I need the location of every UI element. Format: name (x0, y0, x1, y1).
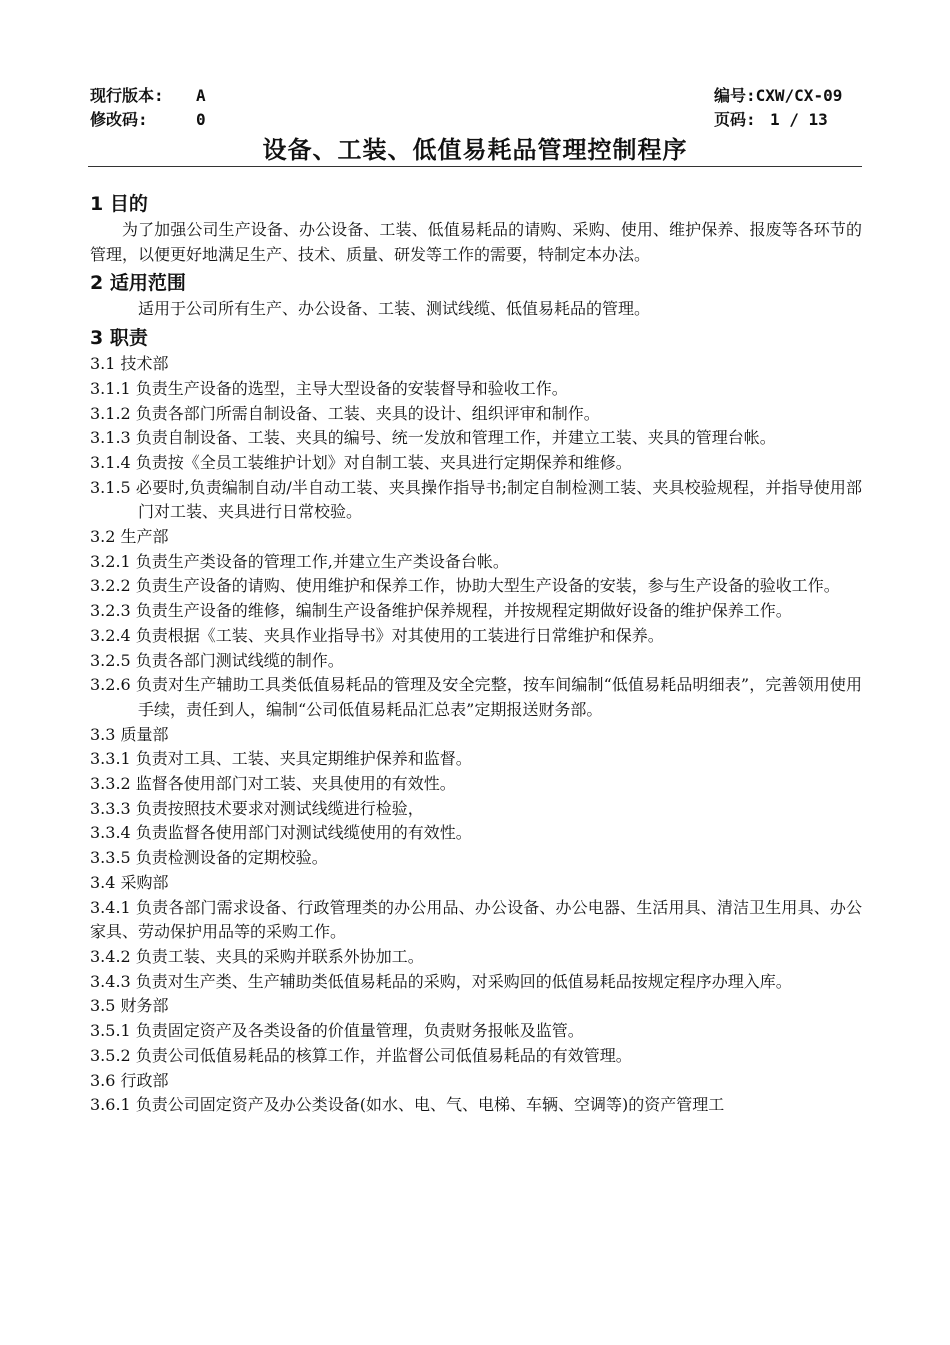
duty-item: 3.3.3 负责按照技术要求对测试线缆进行检验， (90, 798, 424, 818)
duty-item: 3.4 采购部 (90, 872, 169, 892)
duty-item: 3.3.1 负责对工具、工装、夹具定期维护保养和监督。 (90, 749, 472, 769)
duty-item: 3.1.4 负责按《全员工装维护计划》对自制工装、夹具进行定期保养和维修。 (90, 452, 632, 472)
duty-item: 3.2.6 负责对生产辅助工具类低值易耗品的管理及安全完整，按车间编制“低值易耗品明细表”，完善领用使用手续，责任到人，编制“公司低值易耗品汇总表”定期报送财务部。 (90, 675, 862, 719)
duty-item: 3.2 生产部 (90, 527, 169, 547)
version-row (90, 86, 206, 106)
document-body (90, 190, 862, 1118)
version-value: A (196, 86, 206, 105)
duty-item: 3.4.3 负责对生产类、生产辅助类低值易耗品的采购，对采购回的低值易耗品按规定程序办理入库。 (90, 971, 792, 991)
duty-item: 3.1.3 负责自制设备、工装、夹具的编号、统一发放和管理工作，并建立工装、夹具的管理台帐。 (90, 428, 776, 448)
purpose-paragraph: 为了加强公司生产设备、办公设备、工装、低值易耗品的请购、采购、使用、维护保养、报废等各环节的管理，以便更好地满足生产、技术、质量、研发等工作的需要，特制定本办法。 (90, 220, 862, 264)
revision-value: 0 (196, 110, 206, 129)
section-heading-scope: 2 适用范围 (90, 272, 186, 295)
page-number-value: 1 / 13 (770, 110, 828, 129)
revision-row (90, 110, 206, 130)
duty-item: 3.6.1 负责公司固定资产及办公类设备(如水、电、气、电梯、车辆、空调等)的资产管理工 (90, 1095, 725, 1115)
duty-item: 3.2.3 负责生产设备的维修，编制生产设备维护保养规程，并按规程定期做好设备的维护保养工作。 (90, 601, 792, 621)
revision-label: 修改码: (90, 110, 148, 129)
duty-item: 3.4.2 负责工装、夹具的采购并联系外协加工。 (90, 946, 424, 966)
duty-item: 3.1.5 必要时,负责编制自动/半自动工装、夹具操作指导书;制定自制检测工装、夹具校验规程，并指导使用部门对工装、夹具进行日常校验。 (90, 477, 862, 522)
duty-item: 3.1.1 负责生产设备的选型，主导大型设备的安装督导和验收工作。 (90, 378, 568, 398)
duty-item: 3.3.2 监督各使用部门对工装、夹具使用的有效性。 (90, 774, 456, 794)
version-label: 现行版本: (90, 86, 164, 105)
duty-item: 3.1 技术部 (90, 354, 169, 374)
duty-item: 3.3.5 负责检测设备的定期校验。 (90, 848, 328, 868)
duty-item: 3.4.1 负责各部门需求设备、行政管理类的办公用品、办公设备、办公电器、生活用具、清洁卫生用具、办公家具、劳动保护用品等的采购工作。 (90, 897, 862, 942)
duty-item: 3.5.1 负责固定资产及各类设备的价值量管理，负责财务报帐及监管。 (90, 1021, 584, 1041)
duty-item: 3.2.1 负责生产类设备的管理工作,并建立生产类设备台帐。 (90, 551, 509, 571)
duty-item: 3.2.2 负责生产设备的请购、使用维护和保养工作，协助大型生产设备的安装，参与生产设备的验收工作。 (90, 576, 840, 596)
duty-item: 3.6 行政部 (90, 1070, 169, 1090)
duty-item: 3.3 质量部 (90, 724, 169, 744)
duty-item: 3.5.2 负责公司低值易耗品的核算工作，并监督公司低值易耗品的有效管理。 (90, 1045, 632, 1065)
duty-item: 3.1.2 负责各部门所需自制设备、工装、夹具的设计、组织评审和制作。 (90, 403, 600, 423)
duty-item: 3.5 财务部 (90, 996, 169, 1016)
title-divider (88, 166, 862, 167)
section-heading-duties: 3 职责 (90, 327, 148, 350)
page-number-row (714, 110, 828, 130)
duty-item: 3.3.4 负责监督各使用部门对测试线缆使用的有效性。 (90, 823, 472, 843)
section-heading-purpose: 1 目的 (90, 193, 148, 215)
duty-item: 3.2.5 负责各部门测试线缆的制作。 (90, 650, 344, 670)
doc-number-row (714, 86, 842, 106)
page-number-label: 页码: (714, 110, 756, 129)
doc-number-value: CXW/CX-09 (755, 86, 843, 105)
doc-number-label: 编号: (714, 86, 756, 105)
duty-item: 3.2.4 负责根据《工装、夹具作业指导书》对其使用的工装进行日常维护和保养。 (90, 625, 664, 645)
document-title: 设备、工装、低值易耗品管理控制程序 (262, 136, 688, 164)
scope-paragraph: 适用于公司所有生产、办公设备、工装、测试线缆、低值易耗品的管理。 (138, 299, 651, 319)
